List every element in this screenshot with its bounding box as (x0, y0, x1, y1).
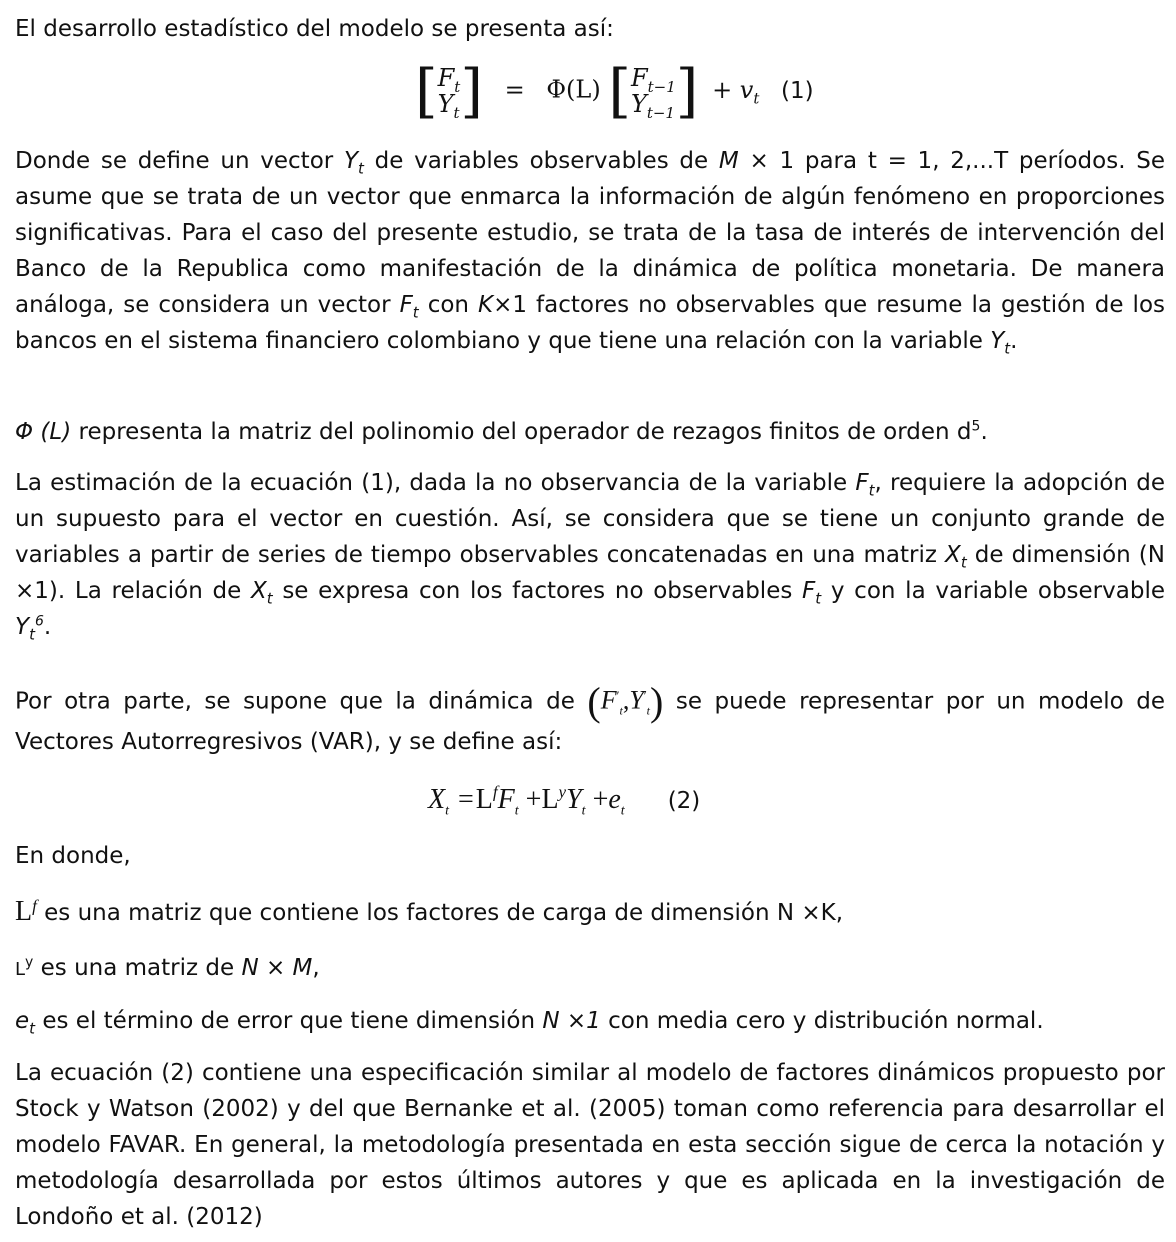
paragraph-definition-vector: Donde se define un vector $Y_t$ de variables observables de M × 1 para t = 1, 2,...T períodos. Se asume que se trata de un vector que enmarca la información de algún fenómeno en proporciones significativas. Para el caso del presente estudio, se trata de la tasa de interés de intervención del Banco de la Republica como manifestación de la dinámica de política monetaria. De manera análoga, se considera un vector $F_t$ con K×1 factores no observables que resume la gestión de los bancos en el sistema financiero colombiano y que tiene una relación con la variable $Y_t$. (15, 148, 1165, 358)
definition-error-term: $e_t$ es el término de error que tiene dimensión N ×1 con media cero y distribución normal. (15, 1008, 1044, 1038)
paragraph-var-dynamics: Por otra parte, se supone que la dinámica de $(F'_t,Y'_t)$ se puede representar por un modelo de Vectores Autorregresivos (VAR), y se define así: (15, 679, 1165, 755)
paragraph-phi-definition: Φ (L) representa la matriz del polinomio del operador de rezagos finitos de orden $d^5$. (15, 418, 988, 445)
intro-text: El desarrollo estadístico del modelo se presenta así: (15, 16, 614, 42)
definition-ly: $L^y$ es una matriz de N × M, (15, 954, 320, 981)
equation-2: $X_t =L^fF_t +L^yY_t +e_t$ (2) (428, 782, 701, 819)
equation-1: [$F_t$ $Y_t] = \Phi(L)$ [$F_{t-1}$ $Y_{t-1}] + v_t$ (1) (415, 57, 814, 125)
definition-lf: $L^f$ es una matriz que contiene los factores de carga de dimensión N ×K, (15, 896, 844, 927)
paragraph-favar-reference: La ecuación (2) contiene una especificación similar al modelo de factores dinámicos propuesto por Stock y Watson (2002) y del que Bernanke et al. (2005) toman como referencia para desarrollar el modelo FAVAR. En general, la metodología presentada en esta sección sigue de cerca la notación y metodología desarrollada por estos últimos autores y que es aplicada en la investigación de Londoño et al. (2012) (15, 1060, 1165, 1230)
en-donde-text: En donde, (15, 843, 131, 869)
paragraph-estimation: La estimación de la ecuación (1), dada la no observancia de la variable $F_t$, requiere la adopción de un supuesto para el vector en cuestión. Así, se considera que se tiene un conjunto grande de variables a partir de series de tiempo observables concatenadas en una matriz $X_t$ de dimensión (N ×1). La relación de $X_t$ se expresa con los factores no observables $F_t$ y con la variable observable $Y_t^6$. (15, 470, 1165, 644)
